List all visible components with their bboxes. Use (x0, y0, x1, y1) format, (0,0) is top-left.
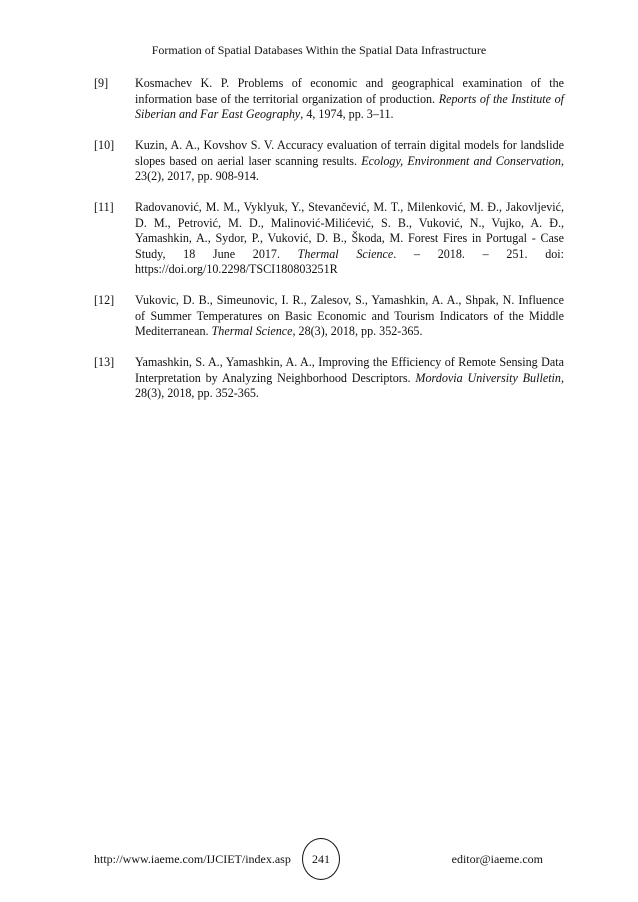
reference-journal: Mordovia University Bulletin (415, 370, 561, 385)
reference-text (135, 355, 564, 402)
footer-url-link[interactable]: http://www.iaeme.com/IJCIET/index.asp (94, 852, 291, 866)
reference-item (94, 200, 564, 278)
reference-text (135, 293, 564, 340)
reference-body: Yamashkin, S. A., Yamashkin, A. A., Improving the Efficiency of Remote Sensing Data Interpretation by Analyzing Neighborhood Descriptors. (135, 355, 564, 385)
reference-number: [11] (94, 200, 114, 214)
reference-body: Kosmachev K. P. Problems of economic and geographical examination of the information base of the territorial organization of production. (135, 76, 564, 106)
reference-number: [10] (94, 138, 115, 152)
reference-text (135, 200, 564, 278)
reference-number: [12] (94, 293, 115, 307)
reference-item (94, 293, 564, 340)
reference-item (94, 138, 564, 185)
reference-item (94, 76, 564, 123)
page-footer (94, 838, 543, 882)
reference-number: [13] (94, 355, 115, 369)
reference-details: , 28(3), 2018, pp. 352-365. (135, 370, 564, 400)
reference-body: Radovanović, M. M., Vyklyuk, Y., Stevančević, M. T., Milenković, M. Đ., Jakovljević, D. M., Petrović, M. D., Malinović-Milićević, S. B., Vuković, N., Vujko, A. Đ., Yamashkin, A., Sydor, P., Vuković, D. B., Škoda, M. Forest Fires in Portugal - Case Study, 18 June 2017. (135, 200, 564, 261)
reference-item (94, 355, 564, 402)
reference-journal: Ecology, Environment and Conservation (361, 153, 561, 168)
reference-details: , 4, 1974, pp. 3–11. (300, 107, 394, 121)
footer-email-link[interactable]: editor@iaeme.com (451, 852, 543, 866)
reference-text (135, 138, 564, 185)
page-number: 241 (302, 838, 340, 880)
reference-details: . – 2018. – 251. doi: https://doi.org/10.2298/TSCI180803251R (135, 246, 565, 276)
reference-journal: Thermal Science (297, 246, 394, 261)
reference-list (94, 76, 564, 417)
reference-journal: Reports of the Institute of Siberian and Far East Geography (135, 91, 564, 121)
reference-body: Vukovic, D. B., Simeunovic, I. R., Zalesov, S., Yamashkin, A. A., Shpak, N. Influence of Summer Temperatures on Basic Economic and Tourism Indicators of the Middle Mediterranean. (135, 293, 564, 338)
reference-number: [9] (94, 76, 109, 90)
reference-journal: Thermal Science (211, 324, 293, 338)
reference-details: , 23(2), 2017, pp. 908-914. (135, 153, 564, 183)
reference-text (135, 76, 564, 123)
reference-details: , 28(3), 2018, pp. 352-365. (292, 324, 423, 338)
running-header: Formation of Spatial Databases Within the Spatial Data Infrastructure (151, 43, 487, 57)
reference-body: Kuzin, A. A., Kovshov S. V. Accuracy evaluation of terrain digital models for landslide slopes based on aerial laser scanning results. (135, 138, 564, 168)
